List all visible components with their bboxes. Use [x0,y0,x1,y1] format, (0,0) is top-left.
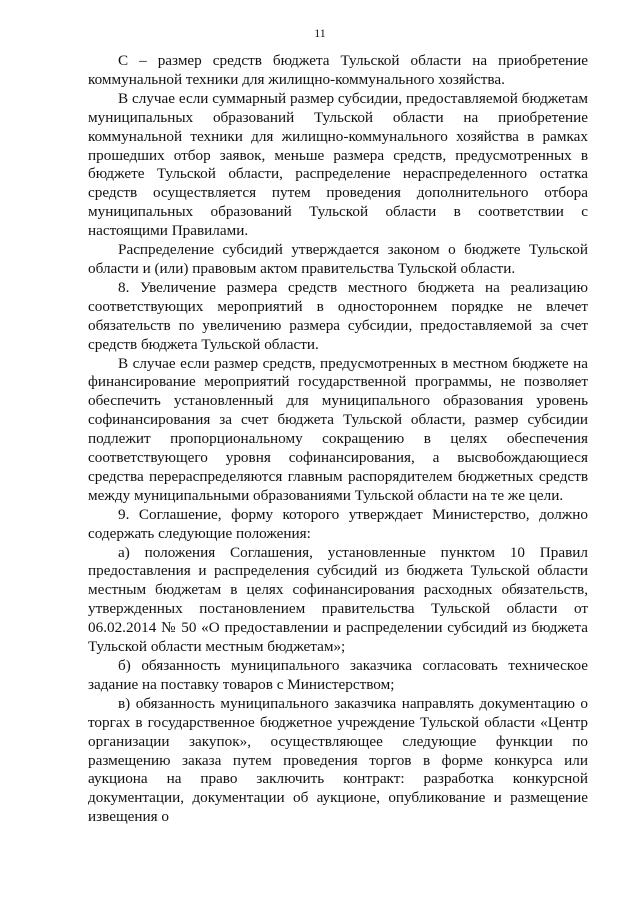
paragraph-item-9a: а) положения Соглашения, установленные пунктом 10 Правил предоставления и распределения субсидий из бюджета Тульской области местным бюджетам в целях софинансирования расходных обязательств, утвержденных постановлением правительства Тульской области от 06.02.2014 № 50 «О предоставлении и распределении субсидий из бюджета Тульской области местным бюджетам»; [88,543,588,656]
document-body [88,52,588,827]
paragraph-approval: Распределение субсидий утверждается законом о бюджете Тульской области и (или) правовым актом правительства Тульской области. [88,241,588,277]
paragraph-item-9v: в) обязанность муниципального заказчика направлять документацию о торгах в государственное бюджетное учреждение Тульской области «Центр организации закупок», осуществляющее следующие функции по размещению заказа путем проведения торгов в форме конкурса или аукциона на право заключить контракт: разработка конкурсной документации, документации об аукционе, опубликование и размещение извещения о [88,694,588,826]
paragraph-remainder-distribution: В случае если суммарный размер субсидии, предоставляемой бюджетам муниципальных образований Тульской области на приобретение коммунальной техники для жилищно-коммунального хозяйства в рамках прошедших отбор заявок, меньше размера средств, предусмотренных в бюджете Тульской области, распределение нераспределенного остатка средств осуществляется путем проведения дополнительного отбора муниципальных образований Тульской области в соответствии с настоящими Правилами. [88,89,588,240]
paragraph-item-9: 9. Соглашение, форму которого утверждает Министерство, должно содержать следующие положения: [88,505,588,542]
paragraph-item-9b: б) обязанность муниципального заказчика согласовать техническое задание на поставку товаров с Министерством; [88,657,588,693]
paragraph-item-8: 8. Увеличение размера средств местного бюджета на реализацию соответствующих мероприятий в одностороннем порядке не влечет обязательств по увеличению размера субсидии, предоставляемой за счет средств бюджета Тульской области. [88,278,588,353]
page-number: 11 [314,26,326,40]
paragraph-c-definition: С – размер средств бюджета Тульской области на приобретение коммунальной техники для жилищно-коммунального хозяйства. [88,52,588,88]
paragraph-proportional-reduction: В случае если размер средств, предусмотренных в местном бюджете на финансирование мероприятий государственной программы, не позволяет обеспечить установленный для муниципального образования уровень софинансирования за счет бюджета Тульской области, размер субсидии подлежит пропорциональному сокращению в целях обеспечения соответствующего уровня софинансирования, а высвобождающиеся средства перераспределяются главным распорядителем бюджетных средств между муниципальными образованиями Тульской области на те же цели. [88,354,588,504]
